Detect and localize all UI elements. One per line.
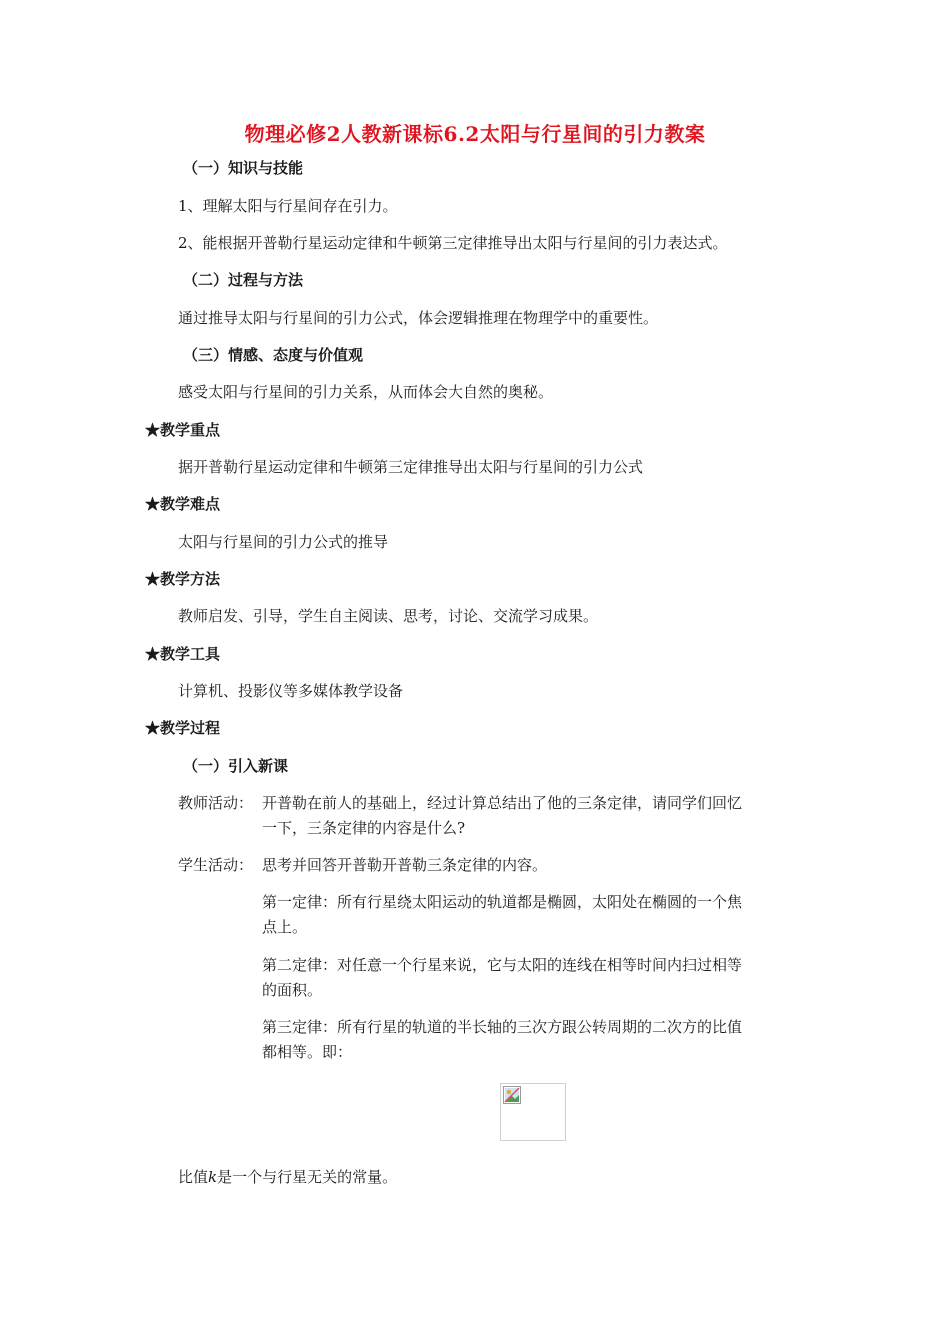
paragraph: 教师启发、引导，学生自主阅读、思考，讨论、交流学习成果。 (178, 607, 599, 625)
heading-methods: ★教学方法 (145, 570, 221, 588)
document-title: 物理必修2人教新课标6.2太阳与行星间的引力教案 (244, 122, 706, 146)
paragraph: 都相等。即： (262, 1043, 353, 1061)
ratio-k: k (208, 1168, 218, 1186)
paragraph: 开普勒在前人的基础上，经过计算总结出了他的三条定律，请同学们回忆 (262, 794, 743, 812)
subheading-intro: （一）引入新课 (183, 757, 289, 775)
heading-key-points: ★教学重点 (145, 421, 221, 439)
paragraph: 计算机、投影仪等多媒体教学设备 (178, 682, 404, 700)
ratio-suffix: 是一个与行星无关的常量。 (217, 1168, 398, 1186)
paragraph: 的面积。 (262, 981, 323, 999)
heading-tools: ★教学工具 (145, 645, 221, 663)
paragraph: 2、能根据开普勒行星运动定律和牛顿第三定律推导出太阳与行星间的引力表达式。 (178, 234, 728, 252)
heading-process: ★教学过程 (145, 719, 221, 737)
paragraph: 据开普勒行星运动定律和牛顿第三定律推导出太阳与行星间的引力公式 (178, 458, 644, 476)
formula-image-placeholder (500, 1083, 566, 1141)
section-heading-process: （二）过程与方法 (183, 271, 304, 289)
paragraph: 1、理解太阳与行星间存在引力。 (178, 197, 398, 215)
label-student-activity: 学生活动： (178, 856, 254, 874)
paragraph: 思考并回答开普勒开普勒三条定律的内容。 (262, 856, 548, 874)
label-teacher-activity: 教师活动： (178, 794, 254, 812)
ratio-prefix: 比值 (178, 1168, 209, 1186)
paragraph: 点上。 (262, 918, 308, 936)
paragraph: 一下，三条定律的内容是什么? (262, 819, 466, 837)
heading-difficulties: ★教学难点 (145, 495, 221, 513)
paragraph: 通过推导太阳与行星间的引力公式，体会逻辑推理在物理学中的重要性。 (178, 309, 659, 327)
broken-image-icon (503, 1086, 521, 1104)
paragraph: 太阳与行星间的引力公式的推导 (178, 533, 389, 551)
paragraph: 第一定律：所有行星绕太阳运动的轨道都是椭圆，太阳处在椭圆的一个焦 (262, 893, 743, 911)
paragraph-ratio (178, 1167, 397, 1187)
paragraph: 第三定律：所有行星的轨道的半长轴的三次方跟公转周期的二次方的比值 (262, 1018, 743, 1036)
section-heading-knowledge: （一）知识与技能 (183, 159, 304, 177)
paragraph: 第二定律：对任意一个行星来说，它与太阳的连线在相等时间内扫过相等 (262, 956, 743, 974)
paragraph: 感受太阳与行星间的引力关系，从而体会大自然的奥秘。 (178, 383, 554, 401)
section-heading-attitude: （三）情感、态度与价值观 (183, 346, 364, 364)
